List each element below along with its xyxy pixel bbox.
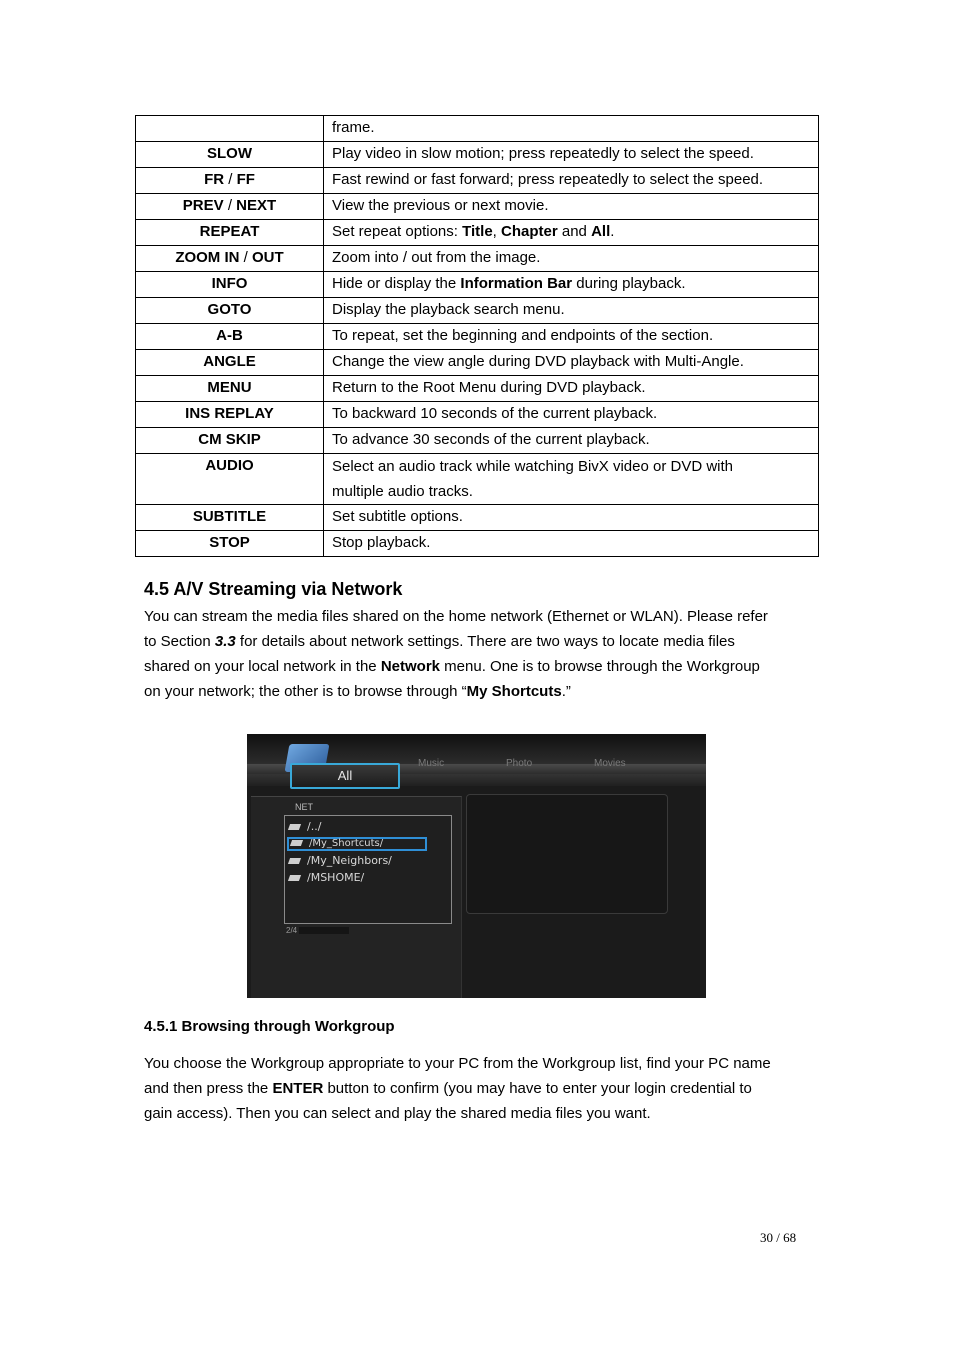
paragraph-line <box>144 654 824 679</box>
folder-small-icon <box>290 840 303 846</box>
desc-text: during playback. <box>572 275 686 292</box>
tab-photo[interactable]: Photo <box>506 758 533 769</box>
section-ref: 3.3 <box>214 633 236 650</box>
key-cell <box>136 168 324 194</box>
table-row <box>136 116 819 142</box>
network-menu-screenshot <box>247 734 706 998</box>
bold-text: Network <box>380 658 440 675</box>
key-cell <box>136 116 324 142</box>
list-item[interactable] <box>289 854 392 867</box>
desc-text: Set repeat options: <box>332 223 463 240</box>
desc-text: and <box>557 223 592 240</box>
table-row <box>136 298 819 324</box>
desc-cell <box>324 220 819 246</box>
desc-cell: Stop playback. <box>324 531 819 557</box>
key-cell: STOP <box>136 531 324 557</box>
paragraph-line: You choose the Workgroup appropriate to your PC from the Workgroup list, find your PC name <box>144 1055 771 1072</box>
key-cell: CM SKIP <box>136 428 324 454</box>
text: menu. One is to browse through the Workgroup <box>440 658 760 675</box>
desc-cell: To backward 10 seconds of the current playback. <box>324 402 819 428</box>
table-row <box>136 402 819 428</box>
tab-movies[interactable]: Movies <box>594 758 626 769</box>
key-cell: REPEAT <box>136 220 324 246</box>
table-row <box>136 246 819 272</box>
section-paragraph <box>144 604 824 704</box>
subsection-title: 4.5.1 Browsing through Workgroup <box>144 1018 395 1035</box>
desc-cell: To advance 30 seconds of the current playback. <box>324 428 819 454</box>
text: .” <box>561 683 571 700</box>
key-cell: SUBTITLE <box>136 505 324 531</box>
key-b: NEXT <box>236 197 277 214</box>
key-a: ZOOM IN <box>175 249 240 266</box>
desc-bold: Information Bar <box>460 275 573 292</box>
remote-keys-table <box>135 115 819 557</box>
table-row <box>136 142 819 168</box>
key-separator: / <box>224 171 237 188</box>
desc-line: Select an audio track while watching BivX video or DVD with <box>332 458 734 475</box>
paragraph-line: You can stream the media files shared on the home network (Ethernet or WLAN). Please refer <box>144 608 768 625</box>
section-title: 4.5 A/V Streaming via Network <box>144 579 403 599</box>
desc-cell: To repeat, set the beginning and endpoints of the section. <box>324 324 819 350</box>
key-cell: ANGLE <box>136 350 324 376</box>
tab-all[interactable]: All <box>290 763 400 789</box>
text: and then press the <box>144 1080 273 1097</box>
desc-text: . <box>610 223 615 240</box>
desc-bold: All <box>591 223 611 240</box>
key-b: FF <box>236 171 255 188</box>
table-row <box>136 531 819 557</box>
table-row <box>136 350 819 376</box>
key-cell <box>136 194 324 220</box>
desc-bold: Title <box>462 223 493 240</box>
table-row <box>136 194 819 220</box>
paragraph-line <box>144 1076 824 1101</box>
key-cell: INS REPLAY <box>136 402 324 428</box>
tab-music[interactable]: Music <box>418 758 445 769</box>
list-item[interactable] <box>289 871 364 884</box>
folder-small-icon <box>288 875 301 881</box>
item-label: /../ <box>307 820 322 833</box>
item-label: /My_Shortcuts/ <box>309 838 384 849</box>
item-count: 2/4 <box>286 926 298 935</box>
folder-small-icon <box>288 858 301 864</box>
desc-cell: View the previous or next movie. <box>324 194 819 220</box>
table-row <box>136 454 819 505</box>
key-a: PREV <box>182 197 224 214</box>
desc-bold: Chapter <box>501 223 558 240</box>
table-row <box>136 428 819 454</box>
key-a: FR <box>204 171 225 188</box>
table-row <box>136 505 819 531</box>
key-cell: MENU <box>136 376 324 402</box>
desc-cell: Play video in slow motion; press repeatedly to select the speed. <box>324 142 819 168</box>
bold-text: My Shortcuts <box>466 683 562 700</box>
table-row <box>136 272 819 298</box>
text: to Section <box>144 633 215 650</box>
key-cell: SLOW <box>136 142 324 168</box>
table-row <box>136 376 819 402</box>
desc-cell: Change the view angle during DVD playback with Multi-Angle. <box>324 350 819 376</box>
item-label: /MSHOME/ <box>307 871 365 884</box>
desc-cell: Return to the Root Menu during DVD playback. <box>324 376 819 402</box>
desc-cell: frame. <box>324 116 819 142</box>
desc-text: Hide or display the <box>332 275 461 292</box>
key-separator: / <box>239 249 252 266</box>
key-b: OUT <box>252 249 284 266</box>
key-cell: GOTO <box>136 298 324 324</box>
desc-cell: Display the playback search menu. <box>324 298 819 324</box>
key-cell: A-B <box>136 324 324 350</box>
table-row <box>136 168 819 194</box>
table-row <box>136 324 819 350</box>
desc-cell: Zoom into / out from the image. <box>324 246 819 272</box>
list-item-selected[interactable] <box>287 837 427 851</box>
desc-cell <box>324 272 819 298</box>
text: shared on your local network in the <box>144 658 381 675</box>
paragraph-line <box>144 679 824 704</box>
preview-panel <box>466 794 668 914</box>
subsection-paragraph <box>144 1051 824 1126</box>
desc-cell: Fast rewind or fast forward; press repeatedly to select the speed. <box>324 168 819 194</box>
desc-cell: Set subtitle options. <box>324 505 819 531</box>
key-cell <box>136 246 324 272</box>
bold-text: ENTER <box>272 1080 324 1097</box>
page-number: 30 / 68 <box>760 1230 797 1245</box>
text: button to confirm (you may have to enter your login credential to <box>323 1080 752 1097</box>
text: for details about network settings. There are two ways to locate media files <box>235 633 735 650</box>
list-item[interactable] <box>289 820 321 833</box>
item-label: /My_Neighbors/ <box>307 854 392 867</box>
desc-line: multiple audio tracks. <box>332 483 473 500</box>
folder-small-icon <box>288 824 301 830</box>
key-cell: AUDIO <box>136 454 324 505</box>
paragraph-line: gain access). Then you can select and play the shared media files you want. <box>144 1105 651 1122</box>
key-separator: / <box>223 197 237 214</box>
count-bar <box>299 927 349 934</box>
key-cell: INFO <box>136 272 324 298</box>
paragraph-line <box>144 629 824 654</box>
panel-label: NET <box>295 802 313 812</box>
desc-cell <box>324 454 819 505</box>
text: on your network; the other is to browse through “ <box>144 683 467 700</box>
table-row <box>136 220 819 246</box>
desc-text: , <box>492 223 502 240</box>
